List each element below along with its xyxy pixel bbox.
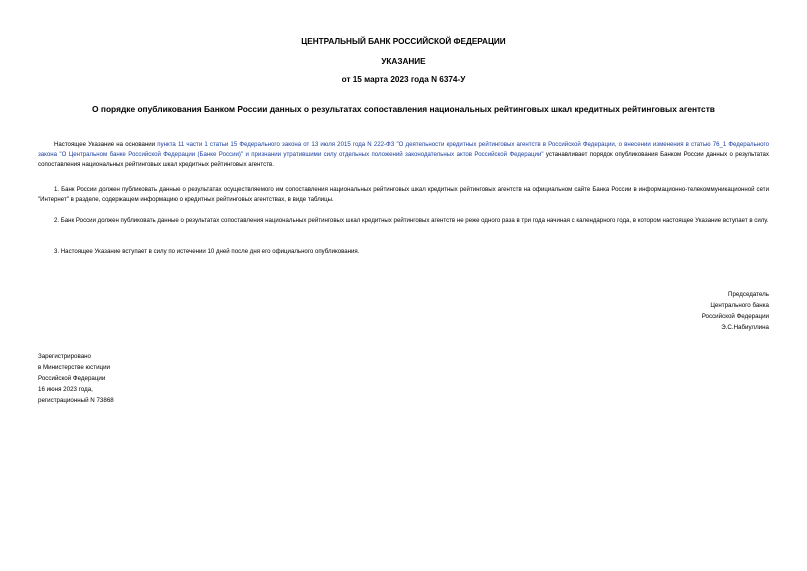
registration-line-4: 16 июня 2023 года, bbox=[38, 386, 93, 393]
signer-name: Э.С.Набиуллина bbox=[721, 324, 769, 331]
paragraph-2-text: 2. Банк России должен публиковать данные о результатах сопоставления национальных рейтинговых шкал кредитных рейтинговых агентств не реже одного раза в три года начиная с календарного года, в котором настоящее Указание вступает в силу. bbox=[54, 217, 769, 224]
document-type: УКАЗАНИЕ bbox=[381, 57, 426, 66]
law-reference-link[interactable]: пункта 11 части 1 статьи 15 Федерального закона от 13 июля 2015 года N 222-ФЗ "О деятельности кредитных рейтинговых агентств в Российской Федерации, о внесении изменения в статью 76_1 Федерального закона "О Центральном банке Российской Федерации (Банке России)" и признании утратившими силу отдельных положений законодательных актов Российской Федерации" bbox=[38, 141, 769, 158]
paragraph-3 bbox=[38, 247, 769, 257]
signer-position: Председатель bbox=[728, 291, 769, 298]
intro-lead: Настоящее Указание на основании bbox=[54, 141, 156, 148]
intro-tail: устанавливает порядок опубликования Банком России данных о результатах сопоставления национальных рейтинговых шкал кредитных рейтинговых агентств. bbox=[38, 151, 769, 168]
document-subject: О порядке опубликования Банком России данных о результатах сопоставления национальных рейтинговых шкал кредитных рейтинговых агентств bbox=[92, 104, 715, 114]
signature-block bbox=[702, 289, 769, 333]
paragraph-2 bbox=[38, 216, 769, 226]
registration-line-3: Российской Федерации bbox=[38, 375, 106, 382]
document-date: от 15 марта 2023 года N 6374-У bbox=[341, 75, 466, 84]
organization-title: ЦЕНТРАЛЬНЫЙ БАНК РОССИЙСКОЙ ФЕДЕРАЦИИ bbox=[301, 37, 506, 46]
intro-paragraph bbox=[38, 140, 769, 170]
registration-line-5: регистрационный N 73868 bbox=[38, 397, 114, 404]
signer-org-line-1: Центрального банка bbox=[710, 302, 769, 309]
signer-org-line-2: Российской Федерации bbox=[701, 313, 769, 320]
paragraph-1-text: 1. Банк России должен публиковать данные о результатах осуществляемого им сопоставления национальных рейтинговых шкал кредитных рейтинговых агентств на официальном сайте Банка России в информационно-телекоммуникационной сети "Интернет" в разделе, содержащем информацию о кредитных рейтинговых агентствах, в виде таблицы. bbox=[38, 186, 769, 203]
paragraph-3-text: 3. Настоящее Указание вступает в силу по истечении 10 дней после дня его официального опубликования. bbox=[54, 248, 360, 255]
registration-line-1: Зарегистрировано bbox=[38, 353, 91, 360]
registration-line-2: в Министерстве юстиции bbox=[38, 364, 111, 371]
registration-block bbox=[38, 351, 114, 406]
paragraph-1 bbox=[38, 185, 769, 205]
